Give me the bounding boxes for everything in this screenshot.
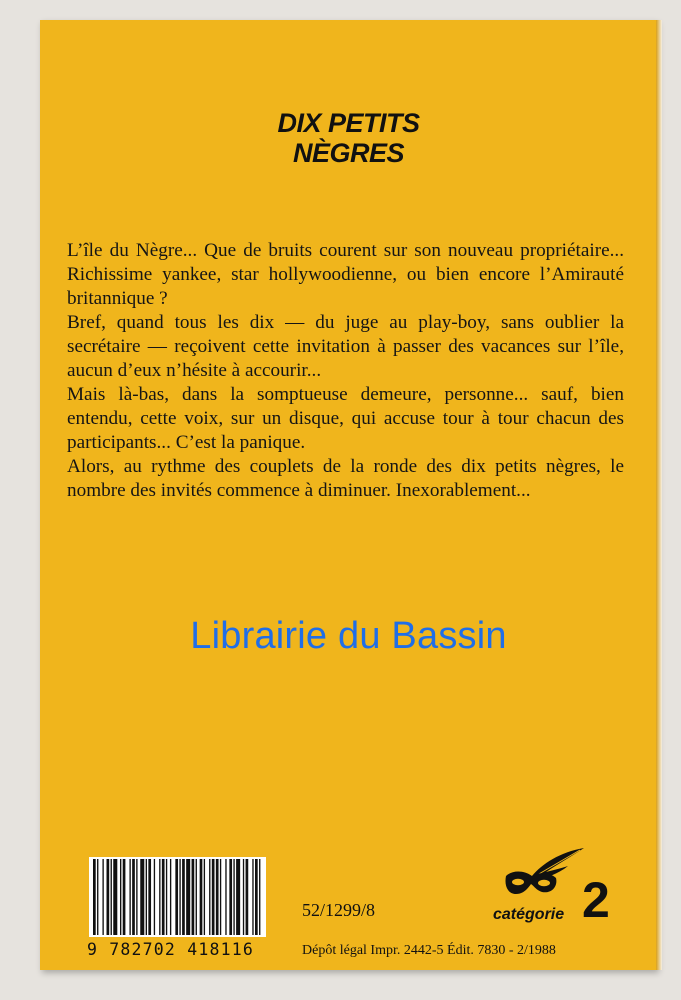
barcode-bar [146, 859, 147, 935]
category-label: catégorie [493, 906, 565, 923]
barcode-bar [102, 859, 103, 935]
barcode-bar [97, 859, 98, 935]
barcode-bar [175, 859, 178, 935]
catalog-number: 52/1299/8 [302, 900, 376, 920]
barcode-bar [236, 859, 240, 935]
book-back-cover [40, 20, 657, 970]
barcode-bar [196, 859, 197, 935]
blurb-paragraph: Bref, quand tous les dix — du juge au play-boy, sans oublier la secrétaire — reçoivent cette invitation à passer des vacances sur l’île, aucun d’eux n’hésite à accourir... [67, 312, 624, 381]
mask-and-quill-icon [502, 846, 586, 900]
blurb-text [67, 239, 624, 503]
barcode-bar [225, 859, 226, 935]
barcode-bar [140, 859, 144, 935]
blurb-paragraph: Alors, au rythme des couplets de la ronde des dix petits nègres, le nombre des invités commence à diminuer. Inexorablement... [67, 456, 624, 501]
title-line: NÈGRES [292, 138, 405, 168]
barcode-graphic [89, 857, 266, 937]
blurb-paragraph: Mais là-bas, dans la somptueuse demeure, personne... sauf, bien entendu, cette voix, sur un disque, qui accuse tour à tour chacun des participants... C’est la panique. [67, 384, 624, 453]
barcode-bar [182, 859, 185, 935]
barcode-bar [209, 859, 210, 935]
title-line: DIX PETITS [277, 108, 420, 138]
blurb-paragraph: L’île du Nègre... Que de bruits courent sur son nouveau propriétaire... Richissime yankee, star hollywoodienne, ou bien encore l’Amirauté britannique ? [67, 240, 624, 309]
barcode-bar [132, 859, 135, 935]
barcode-bar [259, 859, 260, 935]
barcode-bar [204, 859, 205, 935]
barcode-bar [93, 859, 96, 935]
barcode-bar [243, 859, 244, 935]
isbn-barcode [89, 857, 266, 937]
barcode-bar [148, 859, 151, 935]
legal-deposit-line: Dépôt légal Impr. 2442-5 Édit. 7830 - 2/1988 [302, 943, 556, 958]
barcode-bar [129, 859, 130, 935]
barcode-bar [246, 859, 249, 935]
seller-watermark: Librairie du Bassin [190, 615, 507, 657]
barcode-bar [192, 859, 195, 935]
barcode-bar [107, 859, 110, 935]
barcode-bar [113, 859, 117, 935]
barcode-bar [123, 859, 126, 935]
isbn-number: 9 782702 418116 [87, 940, 255, 959]
barcode-bar [136, 859, 137, 935]
barcode-bar [186, 859, 190, 935]
barcode-bar [252, 859, 253, 935]
barcode-bar [216, 859, 219, 935]
barcode-bar [120, 859, 121, 935]
barcode-bar [170, 859, 171, 935]
barcode-bar [255, 859, 258, 935]
barcode-bar [200, 859, 203, 935]
cover-edge [656, 20, 662, 970]
barcode-bar [212, 859, 215, 935]
barcode-bar [159, 859, 160, 935]
barcode-bar [229, 859, 232, 935]
barcode-bar [220, 859, 221, 935]
barcode-bar [162, 859, 165, 935]
barcode-bar [233, 859, 234, 935]
category-number: 2 [582, 872, 610, 928]
barcode-bar [154, 859, 155, 935]
barcode-bar [111, 859, 112, 935]
book-title [40, 108, 657, 168]
barcode-bar [179, 859, 180, 935]
barcode-bar [166, 859, 167, 935]
